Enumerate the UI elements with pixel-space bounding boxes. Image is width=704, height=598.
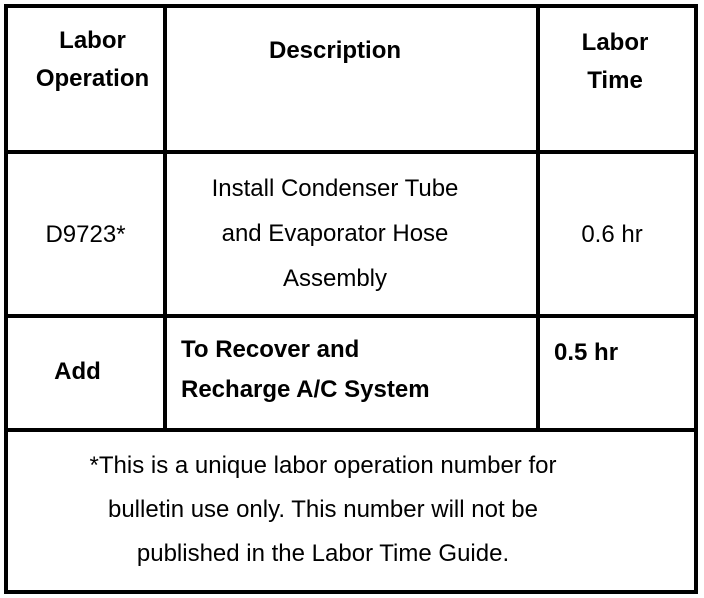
row-divider-3 bbox=[4, 428, 698, 432]
row-1-time bbox=[540, 212, 684, 257]
row-2-time bbox=[554, 333, 644, 373]
footnote-line-3: published in the Labor Time Guide. bbox=[136, 540, 510, 567]
row-1-description bbox=[167, 166, 503, 301]
row-2-operation bbox=[8, 352, 147, 392]
row-divider-1 bbox=[4, 150, 698, 154]
row-1-description-line-1: Install Condenser Tube bbox=[211, 175, 459, 202]
header-description-text: Description bbox=[268, 37, 402, 64]
row-1-operation-text: D9723* bbox=[45, 221, 126, 248]
row-2-time-text: 0.5 hr bbox=[554, 339, 619, 366]
header-labor-time-text: Labor Time bbox=[581, 29, 649, 94]
footnote-line-1: *This is a unique labor operation number for bbox=[89, 452, 557, 479]
row-2-description-line-2: Recharge A/C System bbox=[181, 376, 430, 403]
header-labor-time bbox=[555, 22, 675, 102]
header-labor-operation bbox=[20, 20, 165, 100]
row-1-operation bbox=[8, 212, 163, 257]
row-1-description-line-2: and Evaporator Hose bbox=[221, 220, 449, 247]
header-description bbox=[167, 32, 503, 70]
footnote-line-2: bulletin use only. This number will not be bbox=[107, 496, 538, 523]
header-labor-operation-text: Labor Operation bbox=[35, 27, 150, 92]
row-2-description-line-1: To Recover and bbox=[181, 336, 360, 363]
row-1-description-line-3: Assembly bbox=[282, 265, 388, 292]
row-1-time-text: 0.6 hr bbox=[581, 221, 643, 248]
row-2-operation-text: Add bbox=[54, 358, 101, 385]
footnote bbox=[8, 444, 638, 576]
row-divider-2 bbox=[4, 314, 698, 318]
row-2-description bbox=[181, 330, 521, 410]
